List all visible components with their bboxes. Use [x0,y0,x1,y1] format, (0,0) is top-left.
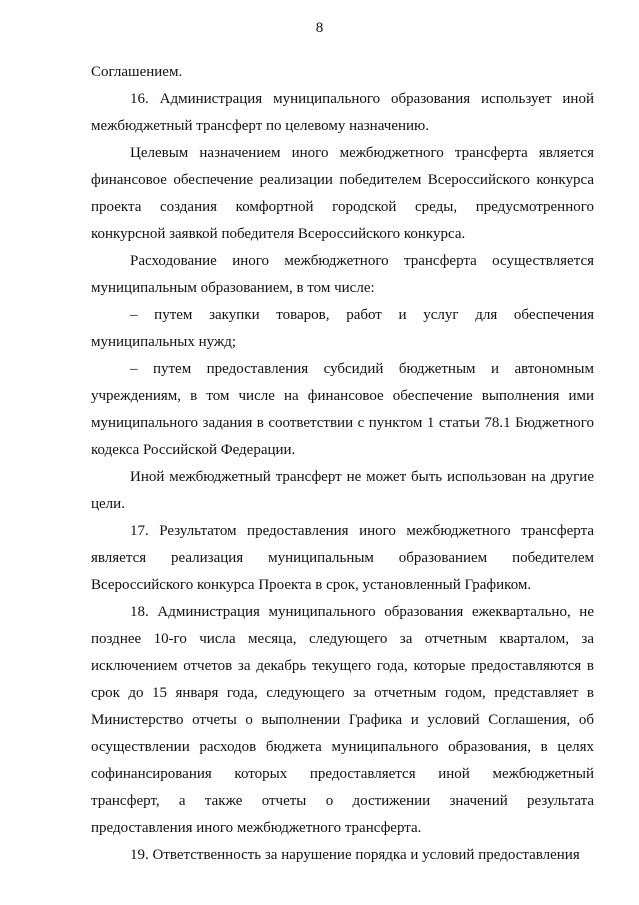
text-line: проекта создания комфортной городской среды, предусмотренного [91,199,594,215]
text-line: муниципальным образованием, в том числе: [91,280,375,296]
text-line: Министерство отчеты о выполнении Графика и условий Соглашения, об [91,712,594,728]
text-line: Расходование иного межбюджетного трансферта осуществляется [130,253,594,269]
paragraph-p1 [91,86,594,140]
paragraph-p5 [91,356,594,464]
text-line: кодекса Российской Федерации. [91,442,296,458]
paragraph-p9 [91,842,594,869]
paragraph-p0 [91,59,594,86]
text-line: срок до 15 января года, следующего за отчетным годом, представляет в [91,685,594,701]
text-line: исключением отчетов за декабрь текущего года, которые предоставляются в [91,658,594,674]
text-line: Иной межбюджетный трансферт не может быть использован на другие [130,469,594,485]
text-line: учреждениям, в том числе на финансовое обеспечение выполнения ими [91,388,594,404]
text-line: 16. Администрация муниципального образования использует иной [130,91,594,107]
paragraph-p3 [91,248,594,302]
text-line: межбюджетный трансферт по целевому назначению. [91,118,429,134]
text-line: является реализация муниципальным образованием победителем [91,550,594,566]
text-line: финансовое обеспечение реализации победителем Всероссийского конкурса [91,172,594,188]
text-line: цели. [91,496,125,512]
text-line: софинансирования которых предоставляется иной межбюджетный [91,766,594,782]
paragraph-p8 [91,599,594,842]
paragraph-p4 [91,302,594,356]
text-line: 19. Ответственность за нарушение порядка и условий предоставления [130,847,580,863]
text-line: 17. Результатом предоставления иного межбюджетного трансферта [130,523,594,539]
text-line: трансферт, а также отчеты о достижении значений результата [91,793,594,809]
paragraph-p7 [91,518,594,599]
paragraph-p6 [91,464,594,518]
text-line: Всероссийского конкурса Проекта в срок, установленный Графиком. [91,577,532,593]
text-line: позднее 10-го числа месяца, следующего за отчетным кварталом, за [91,631,594,647]
text-line: Соглашением. [91,64,183,80]
text-line: предоставления иного межбюджетного трансферта. [91,820,422,836]
text-line: – путем закупки товаров, работ и услуг для обеспечения [130,307,594,323]
page-number: 8 [315,20,324,36]
text-line: муниципальных нужд; [91,334,237,350]
paragraph-p2 [91,140,594,248]
text-line: конкурсной заявкой победителя Всероссийского конкурса. [91,226,466,242]
text-line: Целевым назначением иного межбюджетного трансферта является [130,145,594,161]
text-line: муниципального задания в соответствии с пунктом 1 статьи 78.1 Бюджетного [91,415,594,431]
document-body [91,59,594,869]
text-line: – путем предоставления субсидий бюджетным и автономным [130,361,594,377]
text-line: осуществлении расходов бюджета муниципального образования, в целях [91,739,594,755]
text-line: 18. Администрация муниципального образования ежеквартально, не [130,604,594,620]
